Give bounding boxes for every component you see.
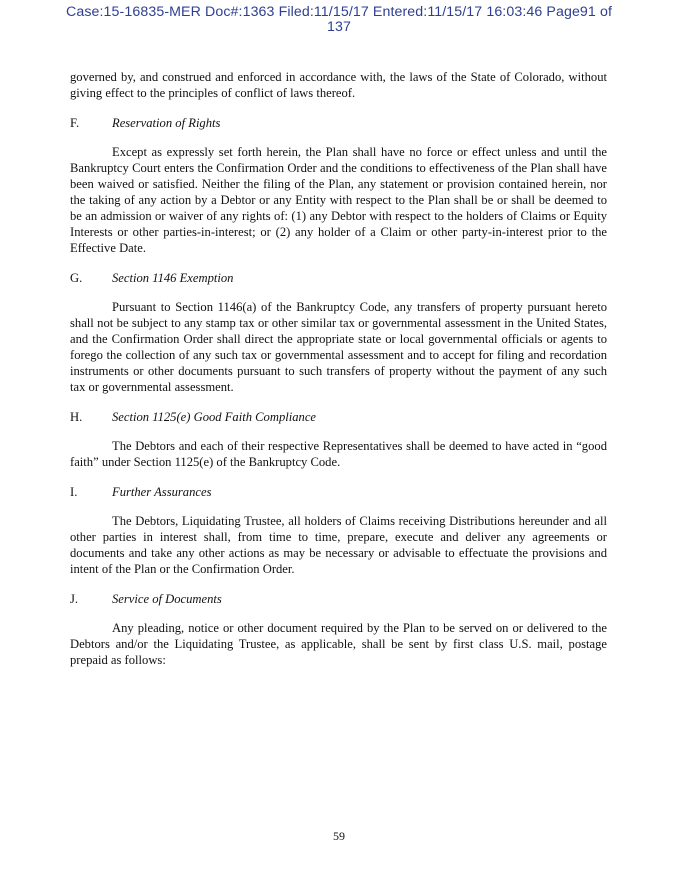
paragraph-further-assurances: The Debtors, Liquidating Trustee, all holders of Claims receiving Distributions hereunder and all other parties in interest shall, from time to time, prepare, execute and deliver any agreements or documents and take any other actions as may be necessary or advisable to effectuate the provisions and intent of the Plan or the Confirmation Order.	[70, 514, 607, 576]
paragraph-reservation-of-rights: Except as expressly set forth herein, the Plan shall have no force or effect unless and until the Bankruptcy Court enters the Confirmation Order and the conditions to effectiveness of the Plan shall have been waived or satisfied. Neither the filing of the Plan, any statement or provision contained herein, nor the taking of any action by a Debtor or any Entity with respect to the Plan shall be or shall be deemed to be an admission or waiver of any rights of: (1) any Debtor with respect to the holders of Claims or Equity Interests or other parties-in-interest; or (2) any holder of a Claim or other party-in-interest prior to the Effective Date.	[70, 145, 607, 255]
section-title: Further Assurances	[112, 485, 212, 499]
section-number: J.	[70, 592, 79, 606]
section-j-heading	[70, 591, 607, 607]
section-number: H.	[70, 410, 83, 424]
paragraph-service-of-documents: Any pleading, notice or other document required by the Plan to be served on or delivered to the Debtors and/or the Liquidating Trustee, as applicable, shall be sent by first class U.S. mail, postage prepaid as follows:	[70, 621, 607, 667]
document-body	[70, 69, 607, 668]
section-g-heading	[70, 270, 607, 286]
section-i-heading	[70, 484, 607, 500]
paragraph-continued: governed by, and construed and enforced in accordance with, the laws of the State of Colorado, without giving effect to the principles of conflict of laws thereof.	[70, 70, 607, 100]
section-title: Section 1125(e) Good Faith Compliance	[112, 410, 317, 424]
section-number: F.	[70, 116, 80, 130]
filing-stamp-line-2: 137	[327, 19, 351, 35]
section-title: Reservation of Rights	[112, 116, 221, 130]
section-number: I.	[70, 485, 78, 499]
section-title: Section 1146 Exemption	[112, 271, 234, 285]
filing-stamp-line-1: Case:15-16835-MER Doc#:1363 Filed:11/15/17 Entered:11/15/17 16:03:46 Page91 of	[66, 4, 612, 20]
court-filing-stamp	[40, 5, 638, 35]
paragraph-good-faith-compliance: The Debtors and each of their respective Representatives shall be deemed to have acted in “good faith” under Section 1125(e) of the Bankruptcy Code.	[70, 439, 607, 469]
section-title: Service of Documents	[112, 592, 222, 606]
paragraph-section-1146-exemption: Pursuant to Section 1146(a) of the Bankruptcy Code, any transfers of property pursuant hereto shall not be subject to any stamp tax or other similar tax or governmental assessment in the United States, and the Confirmation Order shall direct the appropriate state or local governmental officials or agents to forego the collection of any such tax or governmental assessment and to accept for filing and recordation instruments or other documents pursuant to such transfers of property without the payment of any such tax or governmental assessment.	[70, 300, 607, 394]
section-h-heading	[70, 409, 607, 425]
section-f-heading	[70, 115, 607, 131]
page-number: 59	[333, 829, 345, 843]
section-number: G.	[70, 271, 83, 285]
